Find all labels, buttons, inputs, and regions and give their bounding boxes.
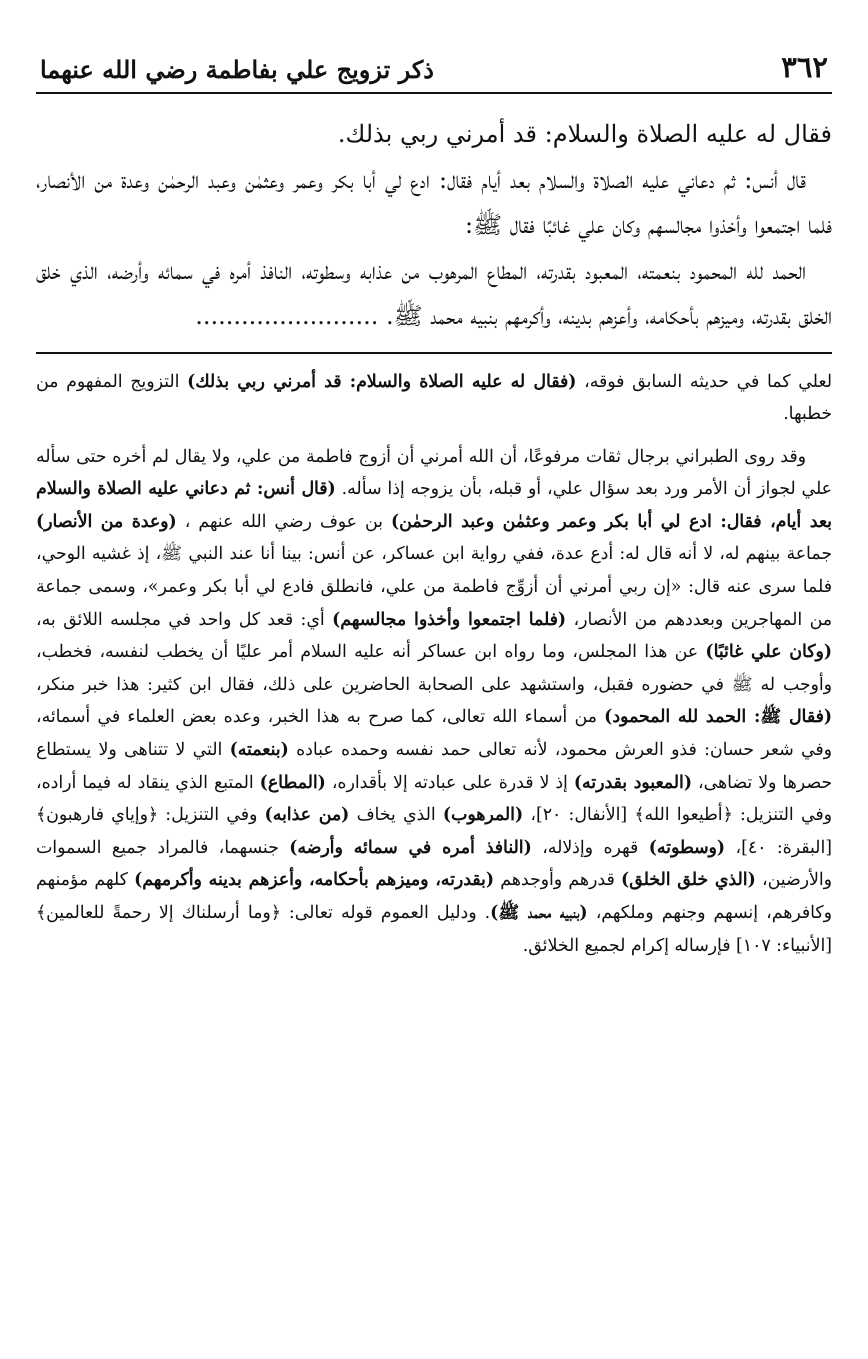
running-title: ذكر تزويج علي بفاطمة رضي الله عنهما [40,55,434,84]
text-segment: بن عوف رضي الله عنهم ، [176,511,391,532]
bold-quote-segment: (المطاع) [259,772,326,793]
sermon-text: الحمد لله المحمود بنعمته، المعبود بقدرته، المطاع المرهوب من عذابه وسطوته، النافذ أمره في سمائه وأرضه، الذي خلق الخلق بقدرته، وميزهم بأحكامه، وأعزهم بدينه، وأكرمهم بنبيه محمد ﷺ. [36,256,832,330]
text-segment: الذي يخاف [349,805,443,826]
text-segment: قهره وإذلاله، [531,837,649,858]
bold-quote-segment: (فلما اجتمعوا وأخذوا مجالسهم) [332,609,567,630]
text-segment: كلهم مؤمنهم وكافرهم، إنسهم وجنهم وملكهم، [36,870,832,923]
bold-quote-segment: (المرهوب) [442,805,524,826]
bold-quote-segment: (الذي خلق الخلق) [620,870,756,891]
footnote-divider [36,352,832,354]
page-header [36,50,832,94]
text-segment: عن هذا المجلس، وما رواه ابن عساكر أنه عليه السلام أمر عليًا أن يخطب لنفسه، فخطب، وأوجب له ﷺ في حضوره فقبل، واستشهد على الصحابة الحاضرين على ذلك، فقال ابن كثير: هذا خبر منكر، [36,642,832,695]
bold-quote-segment: (فقال ﷺ: الحمد لله المحمود) [604,707,833,728]
text-segment: جماعة بينهم له، لا أنه قال له: أدع عدة، ففي رواية ابن عساكر، عن أنس: بينا أنا عند النبي ﷺ، إذ غشيه الوحي، فلما سرى عنه قال: «إن ربي أمرني أن أزوِّج فاطمة من علي، فانطلق فادع لي أبا بكر وعمر»، وسمى جماعة من المهاجرين وبعددهم من الأنصار، [36,544,832,630]
bold-quote-segment: (النافذ أمره في سمائه وأرضه) [289,837,532,858]
text-segment: من أسماء الله تعالى، كما صرح به هذا الخبر، وعده بعض العلماء في أسمائه، وفي شعر حسان: فذو العرش محمود، لأنه تعالى حمد نفسه وحمده عباده [36,707,832,761]
text-segment: وقد روى الطبراني برجال ثقات مرفوعًا، أن الله أمرني أن أزوج فاطمة من علي، ولا يقال لم أخره حتى سأله علي لجواز أن الأمر ورد بعد سؤال علي، أو قبله، بأن يزوجه إذا سأله. [36,446,832,500]
ellipsis-dots: ........................ [195,302,379,330]
bold-quote-segment: (قال أنس: ثم دعاني عليه الصلاة والسلام بعد أيام، فقال: ادع لي أبا بكر وعمر وعثمٰن وعبد الرحمٰن) [36,479,832,532]
text-segment: لعلي كما في حديثه السابق فوقه، [576,371,832,392]
bold-quote-segment: (وسطوته) [648,837,726,858]
commentary-paragraph-2 [36,441,832,963]
main-text [36,112,832,340]
text-segment: أي: قعد كل واحد في مجلسه اللائق به، [36,609,333,630]
bold-quote-segment: (المعبود بقدرته) [573,772,693,793]
text-segment: وفي التنزيل: ﴿وإياي فارهبون﴾ [البقرة: ٤٠]، [36,805,832,858]
bold-quote-segment: (بنعمته) [229,740,289,761]
bold-quote-segment: (وعدة من الأنصار) [36,511,177,532]
text-segment: إذ لا قدرة على عبادته إلا بأقداره، [325,772,574,793]
bold-quote-segment: (فقال له عليه الصلاة والسلام: قد أمرني ربي بذلك) [187,371,577,392]
text-segment: قدرهم وأوجدهم [494,870,621,891]
main-paragraph-2: قال أنس: ثم دعاني عليه الصلاة والسلام بعد أيام فقال: ادع لي أبا بكر وعمر وعثمٰن وعبد الرحمٰن وعدة من الأنصار، فلما اجتمعوا وأخذوا مجالسهم وكان علي غائبًا فقال ﷺ: [36,165,832,239]
text-segment: التي لا تتناهى ولا يستطاع حصرها ولا تضاهى، [36,740,832,793]
commentary-paragraph-1 [36,366,832,431]
bold-quote-segment: (بقدرته، وميزهم بأحكامه، وأعزهم بدينه وأكرمهم) [134,870,495,891]
text-segment: المتبع الذي ينقاد له فيما أراده، وفي التنزيل: ﴿أطيعوا الله﴾ [الأنفال: ٢٠]، [36,772,832,826]
main-paragraph-1: فقال له عليه الصلاة والسلام: قد أمرني ربي بذلك. [337,120,832,148]
bold-quote-segment: (وكان علي غائبًا) [705,642,833,663]
text-segment: جنسهما، فالمراد جميع السموات والأرضين، [36,837,832,891]
commentary-text [36,366,832,963]
text-segment: التزويج المفهوم من خطبها. [36,371,832,425]
page-number: ٣٦٢ [781,50,828,84]
bold-quote-segment: (بنبيه محمد ﷺ) [490,903,588,923]
bold-quote-segment: (من عذابه) [264,805,350,826]
main-paragraph-3 [36,249,832,340]
text-segment: . ودليل العموم قوله تعالى: ﴿وما أرسلناك إلا رحمةً للعالمين﴾ [الأنبياء: ١٠٧] فإرساله إكرام لجميع الخلائق. [36,903,832,956]
